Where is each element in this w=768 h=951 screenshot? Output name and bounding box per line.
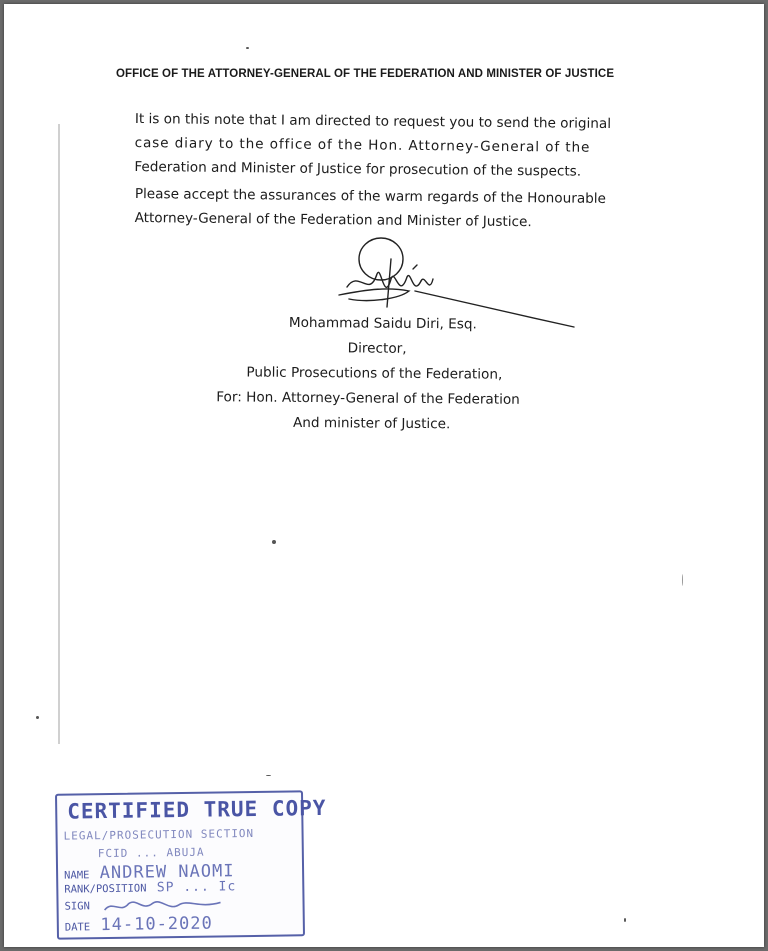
paragraph-line: It is on this note that I am directed to request you to send the original bbox=[134, 110, 612, 132]
stamp-rank-row bbox=[64, 879, 236, 896]
stamp-sign-label: SIGN bbox=[64, 900, 90, 913]
paragraph-line: case diary to the office of the Hon. Attorney-General of the bbox=[134, 134, 591, 156]
stamp-title: CERTIFIED TRUE COPY bbox=[67, 795, 327, 824]
stamp-name-label: NAME bbox=[64, 869, 90, 882]
stamp-section: LEGAL/PROSECUTION SECTION bbox=[63, 826, 255, 843]
scan-speck bbox=[272, 540, 276, 544]
paragraph-line: Federation and Minister of Justice for prosecution of the suspects. bbox=[134, 158, 582, 180]
scan-speck bbox=[246, 47, 249, 49]
stamp-name-value: ANDREW NAOMI bbox=[99, 861, 235, 884]
signature-block bbox=[193, 310, 594, 438]
signatory-for-line: For: Hon. Attorney-General of the Federation bbox=[216, 389, 520, 408]
paragraph-line: Attorney-General of the Federation and Minister of Justice. bbox=[134, 209, 532, 231]
stamp-rank-value: SP ... Ic bbox=[156, 879, 237, 896]
certified-true-copy-stamp bbox=[55, 790, 327, 939]
scan-speck bbox=[682, 574, 683, 586]
scan-speck bbox=[624, 918, 626, 922]
stamp-date-value: 14-10-2020 bbox=[100, 913, 213, 936]
office-header: OFFICE OF THE ATTORNEY-GENERAL OF THE FEDERATION AND MINISTER OF JUSTICE bbox=[116, 68, 615, 80]
stamp-date-label: DATE bbox=[64, 921, 91, 934]
paragraph-request bbox=[134, 107, 645, 184]
stamp-sign-scribble bbox=[102, 896, 222, 914]
paragraph-line: Please accept the assurances of the warm regards of the Honourable bbox=[134, 185, 607, 207]
signatory-for-line-2: And minister of Justice. bbox=[292, 414, 451, 433]
scan-speck bbox=[36, 716, 39, 719]
stamp-date-row bbox=[65, 914, 213, 936]
scan-margin-line bbox=[58, 124, 60, 744]
signatory-title: Director, bbox=[347, 340, 407, 357]
paragraph-regards bbox=[134, 182, 644, 235]
stamp-sign-row bbox=[64, 896, 222, 914]
stamp-location: FCID ... ABUJA bbox=[97, 845, 205, 861]
document-page bbox=[4, 4, 764, 947]
signatory-name: Mohammad Saidu Diri, Esq. bbox=[288, 314, 477, 333]
stamp-rank-label: RANK/POSITION bbox=[64, 882, 147, 896]
scan-speck bbox=[266, 775, 271, 776]
signatory-department: Public Prosecutions of the Federation, bbox=[246, 364, 503, 383]
